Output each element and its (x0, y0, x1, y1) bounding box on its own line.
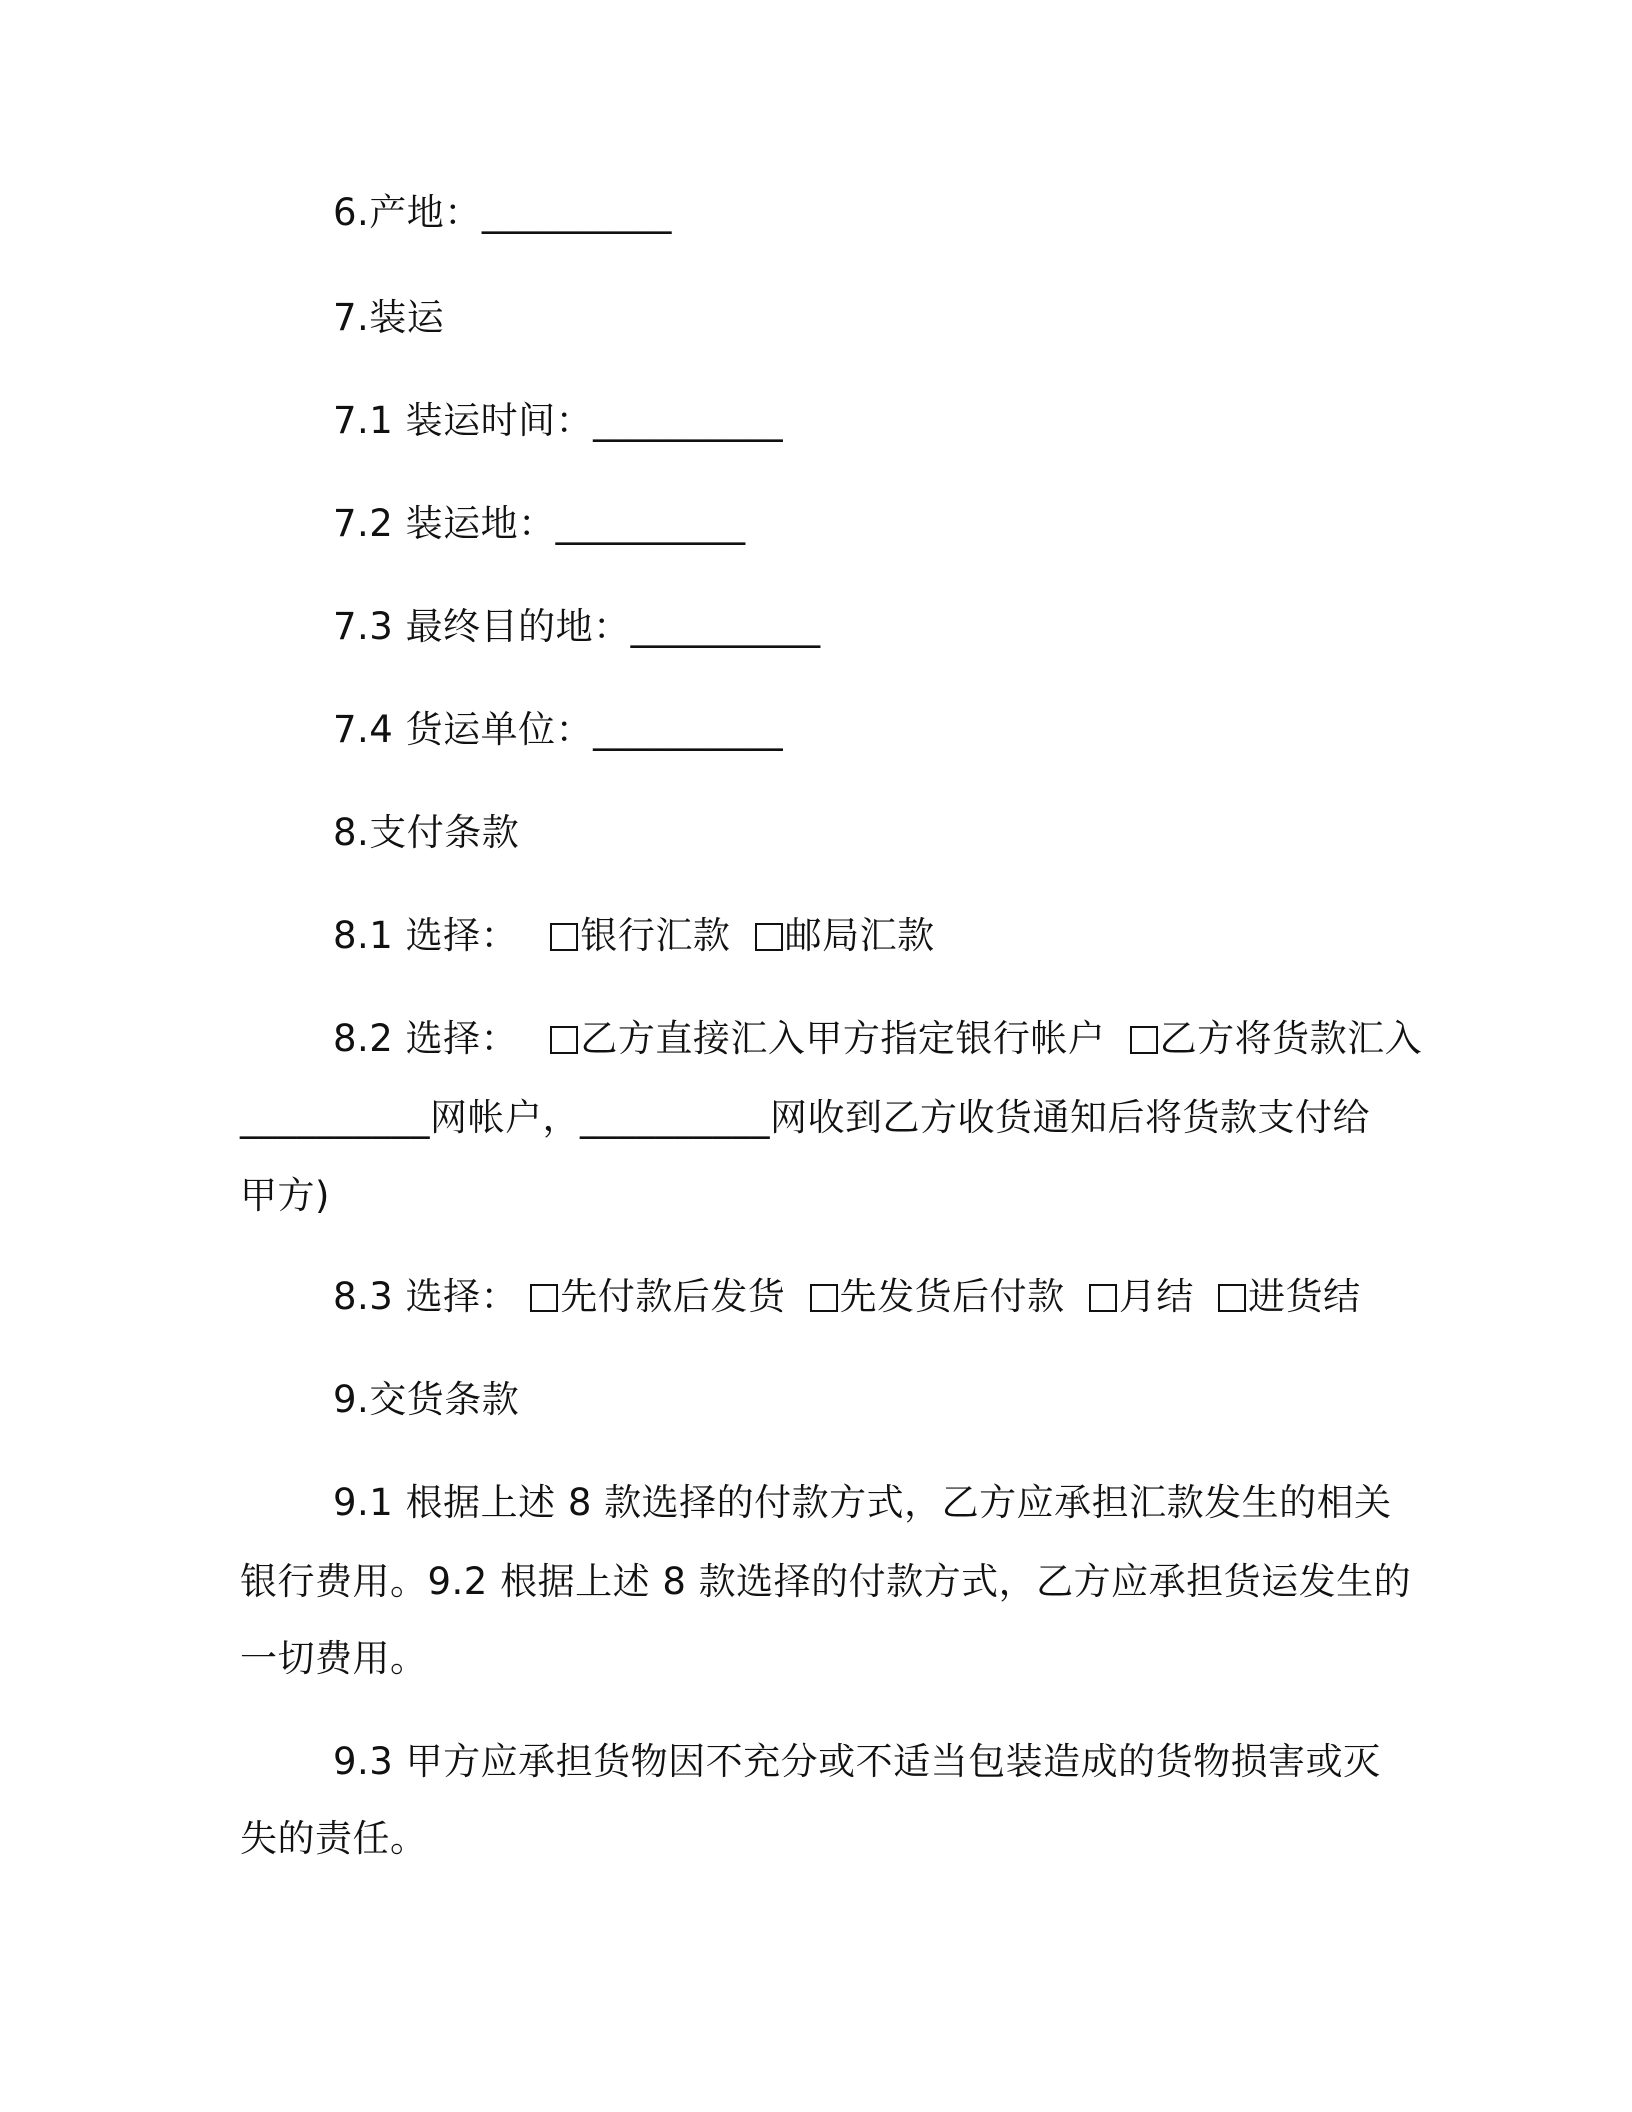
payment-heading: 8.支付条款 (333, 811, 520, 854)
option-remit-to-platform[interactable]: 乙方将货款汇入 (1130, 1014, 1423, 1064)
origin-label: 6.产地： (333, 191, 482, 234)
pay-8-2-label: 8.2 选择： (333, 1017, 519, 1060)
pay-8-1-line (333, 911, 947, 961)
shipping-time-blank[interactable]: __________ (593, 399, 784, 442)
origin-blank[interactable]: __________ (481, 191, 672, 234)
shipping-time-label: 7.1 装运时间： (333, 399, 594, 442)
carrier-line (333, 705, 783, 755)
checkbox[interactable] (1130, 1026, 1158, 1054)
delivery-9-1-line3: 一切费用。 (240, 1637, 428, 1680)
option-pay-before-ship[interactable]: 先付款后发货 (530, 1272, 785, 1322)
checkbox[interactable] (810, 1284, 838, 1312)
pay-8-2-mid: 网帐户， (430, 1096, 580, 1139)
option-monthly[interactable]: 月结 (1089, 1272, 1194, 1322)
checkbox[interactable] (550, 923, 578, 951)
delivery-9-3-line1: 9.3 甲方应承担货物因不充分或不适当包装造成的货物损害或灭 (333, 1740, 1381, 1783)
shipping-place-blank[interactable]: __________ (555, 502, 746, 545)
destination-label: 7.3 最终目的地： (333, 605, 631, 648)
checkbox[interactable] (550, 1026, 578, 1054)
pay-8-3-line (333, 1272, 1373, 1322)
origin-line (333, 188, 672, 238)
platform-blank-2[interactable]: __________ (580, 1096, 770, 1139)
delivery-9-1-line1: 9.1 根据上述 8 款选择的付款方式，乙方应承担汇款发生的相关 (333, 1481, 1392, 1524)
carrier-label: 7.4 货运单位： (333, 708, 594, 751)
delivery-heading: 9.交货条款 (333, 1378, 520, 1421)
option-direct-bank-account[interactable]: 乙方直接汇入甲方指定银行帐户 (550, 1014, 1105, 1064)
option-per-delivery[interactable]: 进货结 (1218, 1272, 1361, 1322)
shipping-heading: 7.装运 (333, 296, 445, 339)
option-ship-before-pay[interactable]: 先发货后付款 (810, 1272, 1065, 1322)
checkbox[interactable] (530, 1284, 558, 1312)
pay-8-2-line1 (333, 1014, 1434, 1064)
pay-8-2-end: 网收到乙方收货通知后将货款支付给 (770, 1096, 1370, 1139)
shipping-place-label: 7.2 装运地： (333, 502, 556, 545)
pay-8-2-line3: 甲方) (240, 1174, 330, 1217)
shipping-place-line (333, 499, 746, 549)
checkbox[interactable] (1218, 1284, 1246, 1312)
delivery-9-1-line2: 银行费用。9.2 根据上述 8 款选择的付款方式，乙方应承担货运发生的 (240, 1560, 1412, 1603)
checkbox[interactable] (755, 923, 783, 951)
platform-blank-1[interactable]: __________ (240, 1096, 430, 1139)
carrier-blank[interactable]: __________ (593, 708, 784, 751)
shipping-time-line (333, 396, 783, 446)
option-bank-transfer[interactable]: 银行汇款 (550, 911, 730, 961)
delivery-9-3-line2: 失的责任。 (240, 1817, 428, 1860)
destination-line (333, 602, 821, 652)
destination-blank[interactable]: __________ (630, 605, 821, 648)
pay-8-2-line2 (240, 1093, 1370, 1143)
checkbox[interactable] (1089, 1284, 1117, 1312)
option-postal-transfer[interactable]: 邮局汇款 (755, 911, 935, 961)
pay-8-3-label: 8.3 选择： (333, 1275, 519, 1318)
pay-8-1-label: 8.1 选择： (333, 914, 519, 957)
